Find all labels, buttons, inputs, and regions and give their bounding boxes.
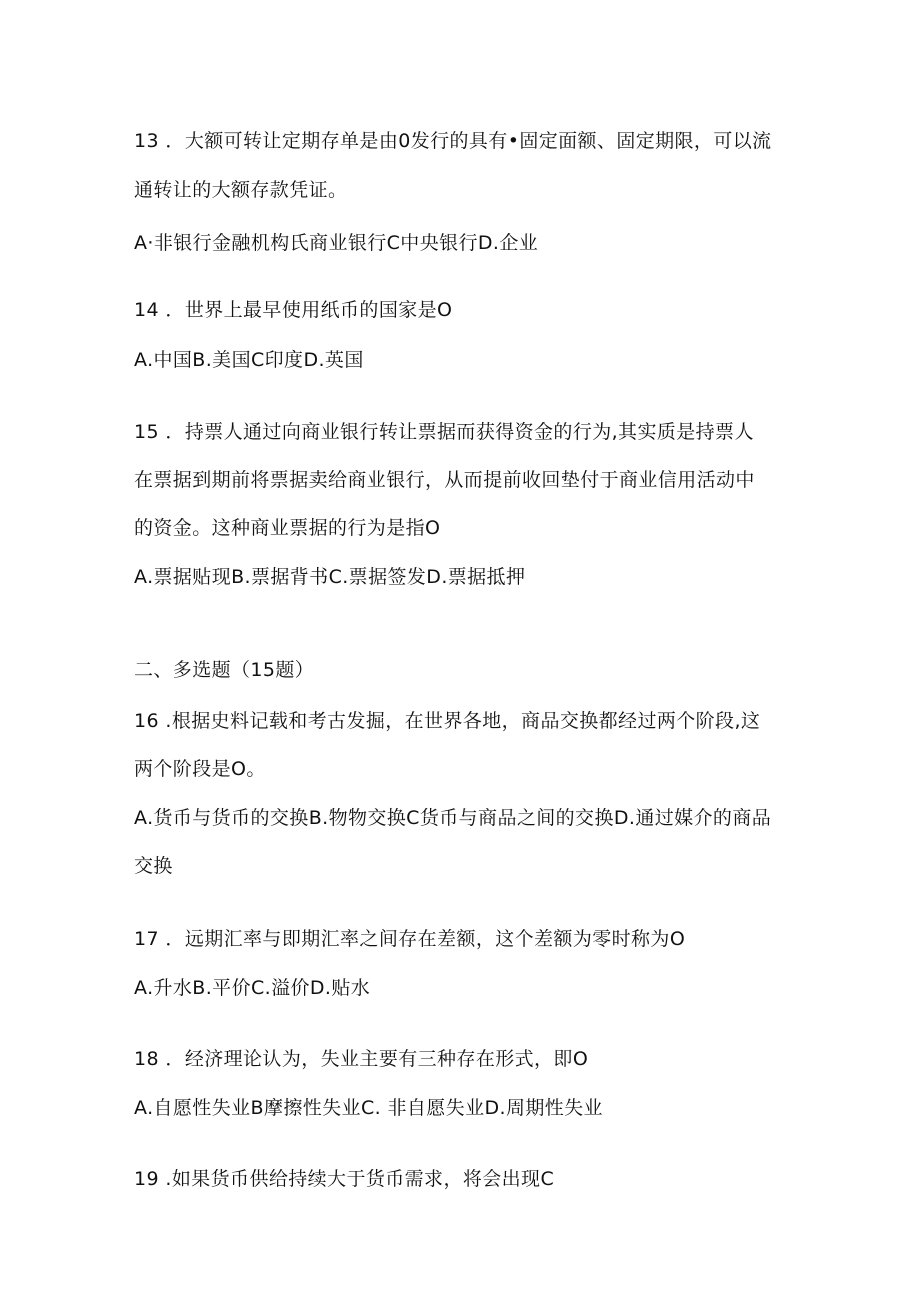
question-13-options: A·非银行金融机构氏商业银行C中央银行D.企业 (134, 232, 539, 254)
question-14-stem: 14 ．世界上最早使用纸币的国家是O (134, 299, 453, 321)
question-15-stem-line-2: 在票据到期前将票据卖给商业银行，从而提前收回垫付于商业信用活动中 (134, 469, 755, 491)
question-18-stem: 18 ．经济理论认为，失业主要有三种存在形式，即O (134, 1048, 589, 1070)
question-13-stem-line-1: 13 ．大额可转让定期存单是由0发行的具有•固定面额、固定期限，可以流 (134, 130, 772, 152)
question-15-stem-line-3: 的资金。这种商业票据的行为是指O (134, 517, 441, 539)
question-15-stem-line-1: 15 ．持票人通过向商业银行转让票据而获得资金的行为,其实质是持票人 (134, 421, 754, 443)
section-heading-multiple-choice: 二、多选题（15题） (134, 659, 315, 681)
question-17-stem: 17 ．远期汇率与即期汇率之间存在差额，这个差额为零时称为O (134, 928, 686, 950)
question-18-options: A.自愿性失业B摩擦性失业C. 非自愿失业D.周期性失业 (134, 1097, 603, 1119)
question-16-options-line-2: 交换 (134, 855, 173, 877)
question-16-stem-line-1: 16 .根据史料记载和考古发掘，在世界各地，商品交换都经过两个阶段,这 (134, 710, 761, 732)
question-13-stem-line-2: 通转让的大额存款凭证。 (134, 179, 348, 201)
question-16-options-line-1: A.货币与货币的交换B.物物交换C货币与商品之间的交换D.通过媒介的商品 (134, 807, 772, 829)
question-15-options: A.票据贴现B.票据背书C.票据签发D.票据抵押 (134, 566, 526, 588)
question-14-options: A.中国B.美国C印度D.英国 (134, 349, 364, 371)
question-19-stem: 19 .如果货币供给持续大于货币需求，将会出现C (134, 1168, 555, 1190)
question-16-stem-line-2: 两个阶段是O。 (134, 758, 266, 780)
question-17-options: A.升水B.平价C.溢价D.贴水 (134, 977, 371, 999)
